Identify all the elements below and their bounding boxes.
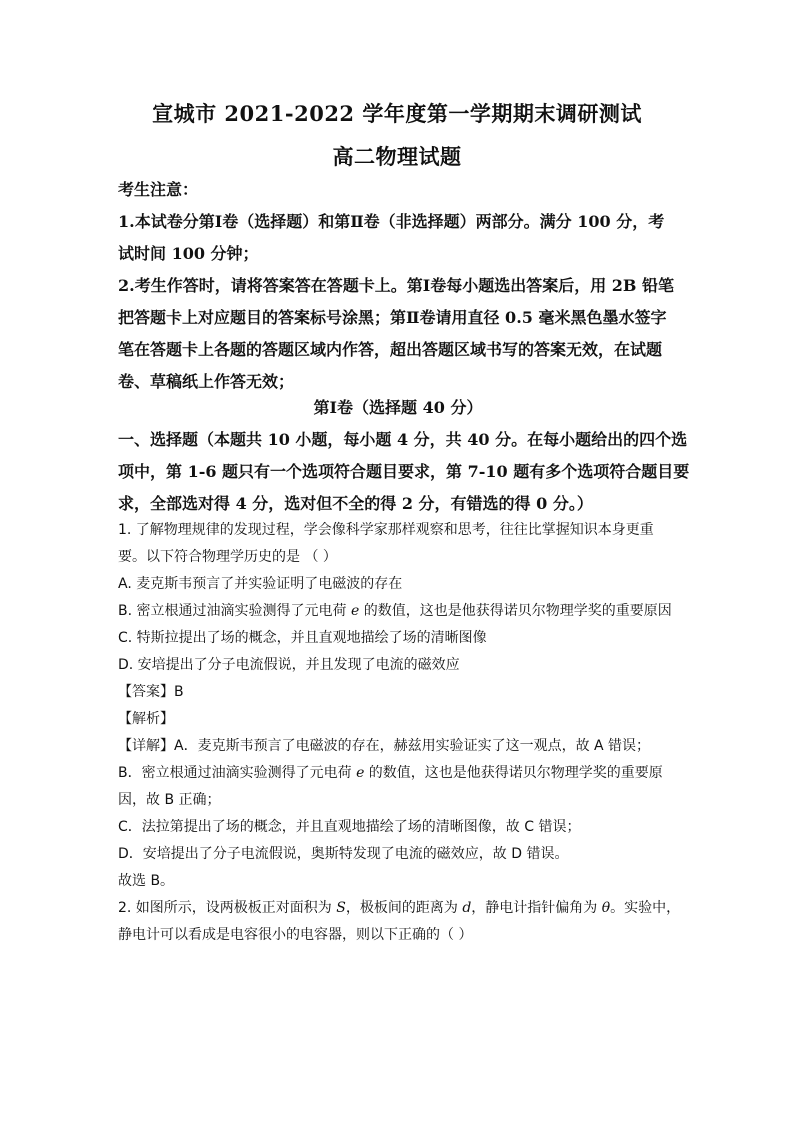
q1-detail-b-line-1 [118, 760, 678, 787]
notice-item-1-line-1: 1.本试卷分第Ⅰ卷（选择题）和第Ⅱ卷（非选择题）两部分。满分 100 分，考 [118, 212, 665, 231]
q1-option-b-pre: B. 密立根通过油滴实验测得了元电荷 [118, 603, 351, 619]
q1-option-b [118, 598, 678, 625]
q1-detail-b-pre: B．密立根通过油滴实验测得了元电荷 [118, 765, 357, 781]
notice-item-2-line-3: 笔在答题卡上各题的答题区域内作答，超出答题区域书写的答案无效，在试题 [118, 340, 663, 359]
q1-option-c: C. 特斯拉提出了场的概念，并且直观地描绘了场的清晰图像 [118, 630, 487, 646]
q1-conclusion: 故选 B。 [118, 873, 175, 889]
q2-var-s: S [336, 900, 346, 916]
q1-detail-b-post: 的数值，这也是他获得诺贝尔物理学奖的重要原 [364, 765, 663, 781]
q1-option-b-var: e [350, 603, 360, 619]
q1-detail-c: C．法拉第提出了场的概念，并且直观地描绘了场的清晰图像，故 C 错误； [118, 819, 581, 835]
exam-subtitle: 高二物理试题 [332, 144, 462, 169]
section-1-desc-line-1: 一、选择题（本题共 10 小题，每小题 4 分，共 40 分。在每小题给出的四个选 [118, 430, 688, 449]
q1-answer: 【答案】B [118, 684, 184, 700]
notice-item-2-line-2: 把答题卡上对应题目的答案标号涂黑；第Ⅱ卷请用直径 0.5 毫米黑色墨水签字 [118, 308, 667, 327]
section-1-desc-line-2: 项中，第 1-6 题只有一个选项符合题目要求，第 7-10 题有多个选项符合题目要 [118, 462, 690, 481]
q1-analysis-label: 【解析】 [118, 711, 174, 727]
q1-detail-d: D．安培提出了分子电流假说，奥斯特发现了电流的磁效应，故 D 错误。 [118, 846, 569, 862]
q1-stem-line-1: 1. 了解物理规律的发现过程，学会像科学家那样观察和思考，往往比掌握知识本身更重 [118, 522, 654, 538]
exam-notice [118, 174, 678, 398]
q1-option-a: A. 麦克斯韦预言了并实验证明了电磁波的存在 [118, 576, 403, 592]
question-1 [118, 517, 678, 895]
q2-stem-line-1 [118, 895, 681, 922]
question-2 [118, 895, 681, 949]
q2-stem-mid-2: ，静电计指针偏角为 [471, 900, 602, 916]
q2-stem-mid-1: ，极板间的距离为 [345, 900, 463, 916]
q2-stem-post: 。实验中， [610, 900, 681, 916]
q2-var-d: d [462, 900, 472, 916]
q2-stem-pre: 2. 如图所示，设两极板正对面积为 [118, 900, 337, 916]
section-1 [118, 392, 690, 520]
q1-detail-a: 【详解】A．麦克斯韦预言了电磁波的存在，赫兹用实验证实了这一观点，故 A 错误； [118, 738, 651, 754]
q1-stem-line-2: 要。以下符合物理学历史的是 （ ） [118, 549, 337, 565]
notice-item-2-line-4: 卷、草稿纸上作答无效； [118, 372, 295, 391]
notice-item-2-line-1: 2.考生作答时，请将答案答在答题卡上。第Ⅰ卷每小题选出答案后，用 2B 铅笔 [118, 276, 674, 295]
q1-option-d: D. 安培提出了分子电流假说，并且发现了电流的磁效应 [118, 657, 460, 673]
q2-stem-line-2: 静电计可以看成是电容很小的电容器，则以下正确的（ ） [118, 927, 473, 943]
q1-detail-b-var: e [356, 765, 365, 781]
notice-heading: 考生注意： [118, 180, 199, 199]
q1-option-b-post: 的数值，这也是他获得诺贝尔物理学奖的重要原因 [359, 603, 672, 619]
section-1-heading: 第Ⅰ卷（选择题 40 分） [313, 398, 483, 417]
notice-item-1-line-2: 试时间 100 分钟； [118, 244, 259, 263]
q1-detail-b-line-2: 因，故 B 正确； [118, 792, 221, 808]
q2-var-theta: θ [601, 900, 611, 916]
exam-title: 宣城市 2021-2022 学年度第一学期期末调研测试 [152, 101, 642, 126]
section-1-desc-line-3: 求，全部选对得 4 分，选对但不全的得 2 分，有错选的得 0 分。） [118, 494, 593, 513]
